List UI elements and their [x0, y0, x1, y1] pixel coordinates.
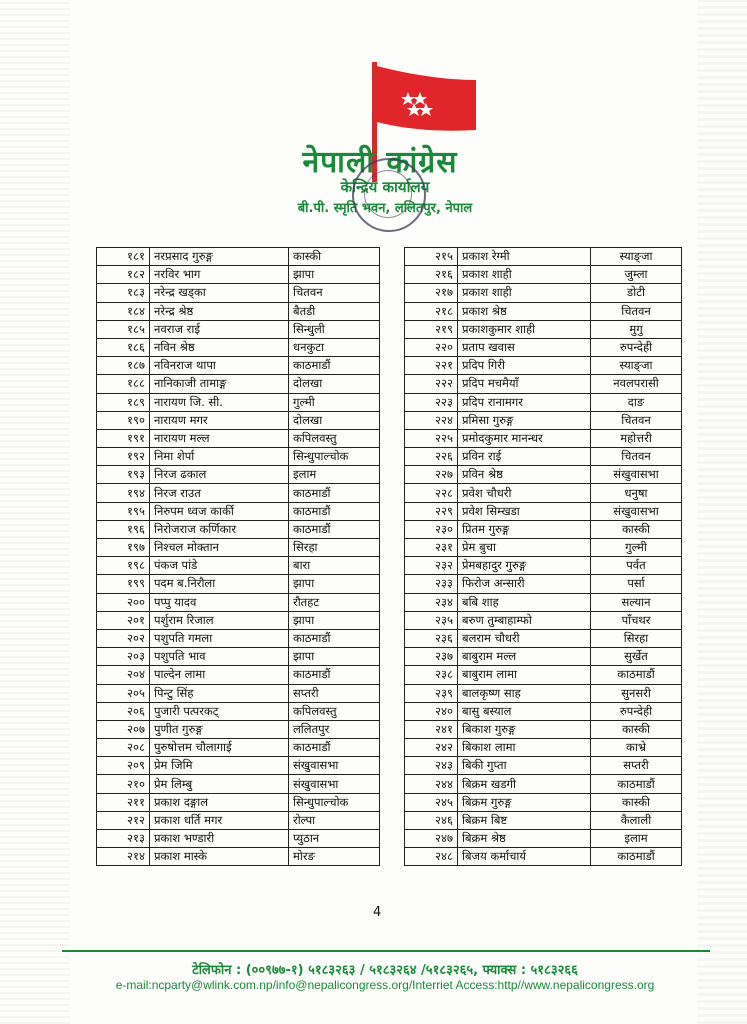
table-row	[405, 593, 682, 611]
district-name: संखुवासभा	[591, 466, 682, 484]
district-name: काठमाडौं	[289, 666, 380, 684]
page-number: 4	[373, 905, 382, 920]
table-row	[97, 520, 380, 538]
member-name: फिरोज अन्सारी	[458, 575, 591, 593]
member-name: प्रविन श्रेष्ठ	[458, 466, 591, 484]
row-number: १९५	[97, 502, 150, 520]
district-name: पर्वत	[591, 557, 682, 575]
district-name: कास्की	[591, 520, 682, 538]
member-name: प्रेम बुचा	[458, 539, 591, 557]
district-name: काठमाडौं	[289, 520, 380, 538]
row-number: २३२	[405, 557, 458, 575]
table-row	[97, 357, 380, 375]
member-name: बिजय कर्माचार्य	[458, 848, 591, 866]
office-name: केन्द्रिय कार्यालय	[340, 178, 430, 196]
table-row	[97, 284, 380, 302]
member-name: प्रदिप रानामगर	[458, 393, 591, 411]
member-name: पदम ब.निरौला	[150, 575, 289, 593]
member-name: नरेन्द्र श्रेष्ठ	[150, 302, 289, 320]
row-number: १८६	[97, 338, 150, 356]
member-name: प्रेमबहादुर गुरुङ्ग	[458, 557, 591, 575]
row-number: २३०	[405, 520, 458, 538]
row-number: २३७	[405, 648, 458, 666]
district-name: सिन्धुली	[289, 320, 380, 338]
member-name: बिक्रम खडगी	[458, 775, 591, 793]
table-row	[97, 629, 380, 647]
district-name: कपिलवस्तु	[289, 702, 380, 720]
row-number: २०६	[97, 702, 150, 720]
table-row	[97, 338, 380, 356]
table-row	[405, 338, 682, 356]
office-stamp	[352, 158, 426, 232]
member-name: प्रकाश शाही	[458, 266, 591, 284]
table-row	[97, 848, 380, 866]
member-name: नरप्रसाद गुरुङ्ग	[150, 248, 289, 266]
member-name: पशुपति गमला	[150, 629, 289, 647]
district-name: सिन्धुपाल्चोक	[289, 448, 380, 466]
member-name: प्रकाशकुमार शाही	[458, 320, 591, 338]
member-name: पाल्देन लामा	[150, 666, 289, 684]
table-row	[405, 611, 682, 629]
row-number: २०२	[97, 629, 150, 647]
member-name: पप्पु यादव	[150, 593, 289, 611]
row-number: २१२	[97, 811, 150, 829]
district-name: बैतडी	[289, 302, 380, 320]
district-name: गुल्मी	[591, 539, 682, 557]
district-name: चितवन	[591, 448, 682, 466]
member-name: बिक्रम गुरुङ्ग	[458, 793, 591, 811]
table-row	[97, 575, 380, 593]
member-name: पशुपति भाव	[150, 648, 289, 666]
table-row	[405, 629, 682, 647]
district-name: चितवन	[591, 302, 682, 320]
district-name: रौतहट	[289, 593, 380, 611]
row-number: २०१	[97, 611, 150, 629]
member-name: बरुण तुम्बाहाम्फो	[458, 611, 591, 629]
table-row	[405, 666, 682, 684]
district-name: मुगु	[591, 320, 682, 338]
row-number: १९१	[97, 429, 150, 447]
table-row	[97, 248, 380, 266]
row-number: १९०	[97, 411, 150, 429]
table-row	[405, 739, 682, 757]
footer-phone: टेलिफोन : (००९७७-१) ५१८३२६३ / ५१८३२६४ /५१८३२६५, फ्याक्स : ५१८३२६६	[192, 963, 578, 978]
table-row	[405, 684, 682, 702]
district-name: कैलाली	[591, 811, 682, 829]
row-number: २४२	[405, 739, 458, 757]
row-number: १८९	[97, 393, 150, 411]
member-name: प्रितम गुरुङ्ग	[458, 520, 591, 538]
scan-noise-right	[697, 0, 747, 1024]
table-row	[405, 775, 682, 793]
member-name: निरज राउत	[150, 484, 289, 502]
footer-email: e-mail:ncparty@wlink.com.np/info@nepalicongress.org/Interriet Access:http//www.nepalicongress.org	[115, 978, 655, 992]
row-number: २३१	[405, 539, 458, 557]
row-number: २४३	[405, 757, 458, 775]
table-row	[97, 411, 380, 429]
table-row	[405, 429, 682, 447]
table-row	[97, 757, 380, 775]
member-name: प्रेम जिमि	[150, 757, 289, 775]
member-name: प्रकाश दङ्गाल	[150, 793, 289, 811]
member-name: प्रताप खवास	[458, 338, 591, 356]
district-name: झापा	[289, 575, 380, 593]
member-name: पुरुषोत्तम चौलागाई	[150, 739, 289, 757]
row-number: १८७	[97, 357, 150, 375]
table-row	[405, 848, 682, 866]
district-name: काठमाडौं	[591, 848, 682, 866]
district-name: नवलपरासी	[591, 375, 682, 393]
district-name: कपिलवस्तु	[289, 429, 380, 447]
district-name: सुनसरी	[591, 684, 682, 702]
row-number: २१४	[97, 848, 150, 866]
table-row	[405, 302, 682, 320]
member-name: नरेन्द्र खड्का	[150, 284, 289, 302]
member-name: प्रकाश धर्ति मगर	[150, 811, 289, 829]
member-name: प्रकाश श्रेष्ठ	[458, 302, 591, 320]
table-row	[97, 720, 380, 738]
row-number: २०९	[97, 757, 150, 775]
member-name: प्रवेश चौधरी	[458, 484, 591, 502]
member-name: पुणीत गुरुङ्ग	[150, 720, 289, 738]
row-number: १८३	[97, 284, 150, 302]
row-number: २०४	[97, 666, 150, 684]
member-name: निश्चल मोक्तान	[150, 539, 289, 557]
row-number: २४५	[405, 793, 458, 811]
footer-divider	[62, 950, 710, 952]
table-row	[97, 593, 380, 611]
table-row	[97, 302, 380, 320]
member-name: बाबुराम लामा	[458, 666, 591, 684]
table-row	[405, 448, 682, 466]
row-number: २४६	[405, 811, 458, 829]
district-name: सिरहा	[289, 539, 380, 557]
district-name: स्याङ्जा	[591, 248, 682, 266]
member-table-right	[404, 247, 682, 866]
member-name: नारायण मगर	[150, 411, 289, 429]
table-row	[405, 648, 682, 666]
district-name: चितवन	[289, 284, 380, 302]
table-row	[405, 539, 682, 557]
table-row	[97, 811, 380, 829]
member-name: बिकी गुप्ता	[458, 757, 591, 775]
row-number: १९९	[97, 575, 150, 593]
member-name: नवराज राई	[150, 320, 289, 338]
table-row	[97, 793, 380, 811]
district-name: रुपन्देही	[591, 338, 682, 356]
row-number: २०७	[97, 720, 150, 738]
district-name: काठमाडौं	[289, 502, 380, 520]
table-row	[405, 248, 682, 266]
table-row	[97, 702, 380, 720]
district-name: सिरहा	[591, 629, 682, 647]
district-name: पाँचथर	[591, 611, 682, 629]
table-row	[405, 575, 682, 593]
member-name: प्रमिसा गुरुङ्ग	[458, 411, 591, 429]
office-address: बी.पी. स्मृति भवन, ललितपुर, नेपाल	[297, 201, 473, 216]
member-name: प्रमोदकुमार मानन्धर	[458, 429, 591, 447]
member-table-left	[96, 247, 380, 866]
table-row	[405, 557, 682, 575]
row-number: २२२	[405, 375, 458, 393]
table-row	[97, 266, 380, 284]
table-row	[405, 466, 682, 484]
row-number: २३८	[405, 666, 458, 684]
district-name: चितवन	[591, 411, 682, 429]
row-number: १९६	[97, 520, 150, 538]
row-number: २११	[97, 793, 150, 811]
district-name: काठमाडौं	[289, 357, 380, 375]
member-name: प्रेम लिम्बु	[150, 775, 289, 793]
member-name: बिकाश लामा	[458, 739, 591, 757]
district-name: बारा	[289, 557, 380, 575]
row-number: २२१	[405, 357, 458, 375]
row-number: २१८	[405, 302, 458, 320]
district-name: दोलखा	[289, 411, 380, 429]
org-name: नेपाली कांग्रेस	[302, 145, 458, 180]
table-row	[97, 775, 380, 793]
row-number: २१७	[405, 284, 458, 302]
member-name: प्रकाश शाही	[458, 284, 591, 302]
row-number: २१५	[405, 248, 458, 266]
row-number: २३३	[405, 575, 458, 593]
member-name: बासु बस्याल	[458, 702, 591, 720]
row-number: २२६	[405, 448, 458, 466]
row-number: २३५	[405, 611, 458, 629]
district-name: कास्की	[289, 248, 380, 266]
member-name: नरविर भाग	[150, 266, 289, 284]
row-number: २१९	[405, 320, 458, 338]
district-name: दोलखा	[289, 375, 380, 393]
member-name: निरज ढकाल	[150, 466, 289, 484]
row-number: २३९	[405, 684, 458, 702]
row-number: १९३	[97, 466, 150, 484]
row-number: १९८	[97, 557, 150, 575]
table-row	[97, 393, 380, 411]
table-row	[405, 393, 682, 411]
district-name: काठमाडौं	[591, 666, 682, 684]
row-number: २०३	[97, 648, 150, 666]
row-number: २३४	[405, 593, 458, 611]
table-row	[405, 720, 682, 738]
table-row	[405, 484, 682, 502]
row-number: २४१	[405, 720, 458, 738]
row-number: २२३	[405, 393, 458, 411]
member-name: प्रदिप गिरी	[458, 357, 591, 375]
table-row	[405, 266, 682, 284]
table-row	[405, 284, 682, 302]
member-name: नानिकाजी तामाङ्ग	[150, 375, 289, 393]
member-name: प्रविन राई	[458, 448, 591, 466]
member-name: बाबुराम मल्ल	[458, 648, 591, 666]
member-name: प्रकाश भण्डारी	[150, 830, 289, 848]
district-name: इलाम	[289, 466, 380, 484]
district-name: प्युठान	[289, 830, 380, 848]
member-name: बलराम चौधरी	[458, 629, 591, 647]
member-name: बबि शाह	[458, 593, 591, 611]
district-name: सप्तरी	[289, 684, 380, 702]
member-name: प्रकाश रेग्मी	[458, 248, 591, 266]
table-row	[97, 648, 380, 666]
district-name: संखुवासभा	[591, 502, 682, 520]
district-name: काठमाडौं	[289, 484, 380, 502]
table-row	[405, 357, 682, 375]
district-name: झापा	[289, 611, 380, 629]
district-name: डोटी	[591, 284, 682, 302]
table-row	[97, 557, 380, 575]
table-row	[97, 830, 380, 848]
district-name: झापा	[289, 266, 380, 284]
district-name: कास्की	[591, 793, 682, 811]
row-number: २४०	[405, 702, 458, 720]
row-number: २२८	[405, 484, 458, 502]
row-number: १८८	[97, 375, 150, 393]
table-row	[405, 411, 682, 429]
member-name: नविनराज थापा	[150, 357, 289, 375]
member-name: प्रकाश मास्के	[150, 848, 289, 866]
row-number: २१६	[405, 266, 458, 284]
district-name: सल्यान	[591, 593, 682, 611]
row-number: १८५	[97, 320, 150, 338]
table-row	[97, 539, 380, 557]
table-row	[405, 830, 682, 848]
member-name: नविन श्रेष्ठ	[150, 338, 289, 356]
member-name: बिक्रम बिष्ट	[458, 811, 591, 829]
row-number: २००	[97, 593, 150, 611]
row-number: २४८	[405, 848, 458, 866]
district-name: पर्सा	[591, 575, 682, 593]
member-name: पंकज पांडे	[150, 557, 289, 575]
district-name: दाङ	[591, 393, 682, 411]
district-name: रोल्पा	[289, 811, 380, 829]
row-number: २४७	[405, 830, 458, 848]
row-number: २२४	[405, 411, 458, 429]
table-row	[97, 320, 380, 338]
table-row	[97, 611, 380, 629]
district-name: संखुवासभा	[289, 775, 380, 793]
district-name: सिन्धुपाल्चोक	[289, 793, 380, 811]
district-name: सुर्खेत	[591, 648, 682, 666]
member-name: पर्शुराम रिजाल	[150, 611, 289, 629]
member-name: निरोजराज कर्णिकार	[150, 520, 289, 538]
table-row	[405, 811, 682, 829]
row-number: २३६	[405, 629, 458, 647]
district-name: जुम्ला	[591, 266, 682, 284]
row-number: १९४	[97, 484, 150, 502]
district-name: ललितपुर	[289, 720, 380, 738]
district-name: काठमाडौं	[289, 629, 380, 647]
district-name: गुल्मी	[289, 393, 380, 411]
district-name: इलाम	[591, 830, 682, 848]
row-number: १९७	[97, 539, 150, 557]
row-number: १८२	[97, 266, 150, 284]
member-name: बिकाश गुरुङ्ग	[458, 720, 591, 738]
table-row	[405, 320, 682, 338]
district-name: धनुषा	[591, 484, 682, 502]
row-number: २२७	[405, 466, 458, 484]
table-row	[405, 520, 682, 538]
table-row	[97, 684, 380, 702]
table-row	[405, 757, 682, 775]
district-name: रुपन्देही	[591, 702, 682, 720]
table-row	[405, 793, 682, 811]
row-number: १८१	[97, 248, 150, 266]
district-name: सप्तरी	[591, 757, 682, 775]
member-name: प्रवेश सिम्खडा	[458, 502, 591, 520]
row-number: २२९	[405, 502, 458, 520]
row-number: २२०	[405, 338, 458, 356]
district-name: संखुवासभा	[289, 757, 380, 775]
table-row	[97, 429, 380, 447]
scan-noise-left	[0, 0, 70, 1024]
district-name: झापा	[289, 648, 380, 666]
row-number: २०५	[97, 684, 150, 702]
district-name: मोरङ	[289, 848, 380, 866]
table-row	[97, 484, 380, 502]
table-row	[405, 375, 682, 393]
member-name: निमा शेर्पा	[150, 448, 289, 466]
district-name: काठमाडौं	[289, 739, 380, 757]
member-name: नारायण जि. सी.	[150, 393, 289, 411]
member-name: बिक्रम श्रेष्ठ	[458, 830, 591, 848]
district-name: काभ्रे	[591, 739, 682, 757]
table-row	[97, 448, 380, 466]
table-row	[405, 702, 682, 720]
member-name: निरुपम ध्वज कार्की	[150, 502, 289, 520]
row-number: २२५	[405, 429, 458, 447]
table-row	[97, 466, 380, 484]
member-name: बालकृष्ण साह	[458, 684, 591, 702]
member-name: पुजारी पत्परकट्	[150, 702, 289, 720]
row-number: १९२	[97, 448, 150, 466]
district-name: कास्की	[591, 720, 682, 738]
district-name: धनकुटा	[289, 338, 380, 356]
row-number: २१३	[97, 830, 150, 848]
row-number: १८४	[97, 302, 150, 320]
table-row	[405, 502, 682, 520]
member-name: प्रदिप मचमैयाँ	[458, 375, 591, 393]
table-row	[97, 666, 380, 684]
district-name: स्याङ्जा	[591, 357, 682, 375]
row-number: २१०	[97, 775, 150, 793]
table-row	[97, 502, 380, 520]
table-row	[97, 375, 380, 393]
member-name: नारायण मल्ल	[150, 429, 289, 447]
row-number: २०८	[97, 739, 150, 757]
member-name: पिन्टु सिंह	[150, 684, 289, 702]
row-number: २४४	[405, 775, 458, 793]
table-row	[97, 739, 380, 757]
district-name: काठमाडौं	[591, 775, 682, 793]
district-name: महोत्तरी	[591, 429, 682, 447]
